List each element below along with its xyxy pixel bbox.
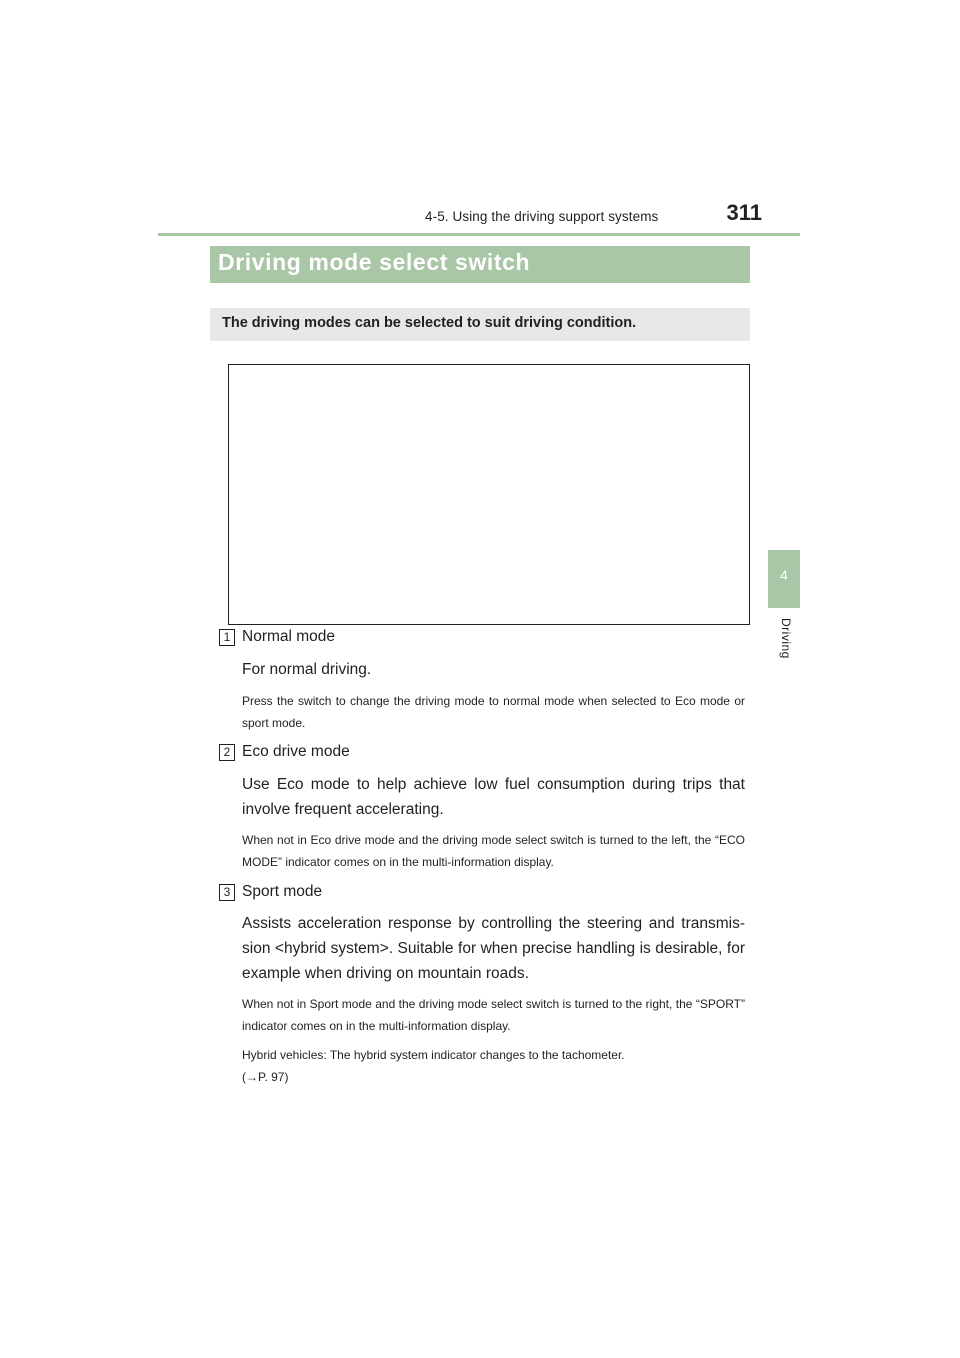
item-note-normal-mode: Press the switch to change the driving mode to normal mode when selected to Eco mode or sport mode. (242, 694, 745, 730)
lead-text: The driving modes can be selected to suit driving condition. (222, 315, 637, 331)
page-reference: (→P. 97) (242, 1070, 289, 1084)
item-note-eco-drive-mode: When not in Eco drive mode and the driving mode select switch is turned to the left, the “ECO MODE” indicator comes on in the multi-information display. (242, 833, 745, 869)
item-heading-normal-mode: Normal mode (242, 628, 336, 645)
page-number: 311 (726, 200, 762, 225)
page-title-bar (210, 246, 750, 283)
callout-marker-1: 1 (219, 629, 235, 646)
item-body-sport-mode: Assists acceleration response by controlling the steering and transmis- sion <hybrid system>. Suitable for when precise handling is desirable, for example when driving on mountain roads. (242, 915, 745, 982)
illustration-figure (228, 364, 750, 625)
lead-bar (210, 308, 750, 341)
item-note-hybrid-indicator: Hybrid vehicles: The hybrid system indicator changes to the tachometer. (242, 1048, 625, 1062)
chapter-number: 4 (780, 567, 788, 583)
chapter-label: Driving (779, 618, 793, 659)
callout-marker-2: 2 (219, 744, 235, 761)
item-heading-sport-mode: Sport mode (242, 883, 323, 900)
callout-marker-3: 3 (219, 884, 235, 901)
page-title: Driving mode select switch (218, 249, 531, 275)
chapter-tab (768, 550, 800, 608)
item-heading-eco-drive-mode: Eco drive mode (242, 743, 350, 760)
item-body-normal-mode: For normal driving. (242, 661, 372, 678)
section-header: 4-5. Using the driving support systems (425, 209, 659, 224)
item-body-eco-drive-mode: Use Eco mode to help achieve low fuel consumption during trips that involve frequent accelerating. (242, 776, 745, 818)
header-divider (158, 233, 800, 236)
item-note-sport-mode: When not in Sport mode and the driving mode select switch is turned to the right, the “SPORT” indicator comes on in the multi-information display. (242, 997, 745, 1033)
